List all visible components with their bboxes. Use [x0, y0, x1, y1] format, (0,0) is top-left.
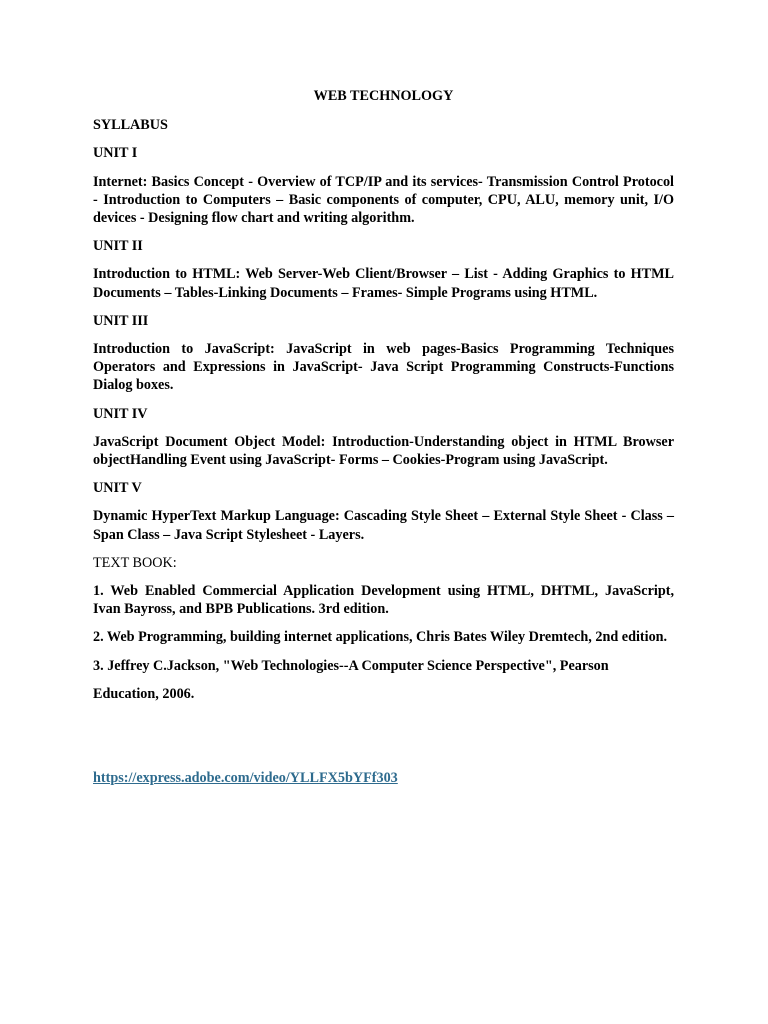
- unit-5-content: Dynamic HyperText Markup Language: Cascading Style Sheet – External Style Sheet - Class – Span Class – Java Script Stylesheet - Layers.: [93, 508, 674, 543]
- textbook-item-3-continued: Education, 2006.: [93, 685, 195, 702]
- unit-2-content: Introduction to HTML: Web Server-Web Client/Browser – List - Adding Graphics to HTML Documents – Tables-Linking Documents – Frames- Simple Programs using HTML.: [93, 266, 674, 301]
- unit-4-heading: UNIT IV: [93, 405, 148, 422]
- syllabus-heading: SYLLABUS: [93, 117, 168, 134]
- unit-3-heading: UNIT III: [93, 312, 149, 329]
- unit-4-content: JavaScript Document Object Model: Introduction-Understanding object in HTML Browser objectHandling Event using JavaScript- Forms – Cookies-Program using JavaScript.: [93, 433, 674, 469]
- link-block: [93, 769, 674, 787]
- unit-1-heading: UNIT I: [93, 145, 138, 162]
- unit-1-content: Internet: Basics Concept - Overview of TCP/IP and its services- Transmission Control Protocol - Introduction to Computers – Basic components of computer, CPU, ALU, memory unit, I/O devices - Designing flow chart and writing algorithm.: [93, 173, 674, 227]
- video-link[interactable]: https://express.adobe.com/video/YLLFX5bYFf303: [93, 770, 398, 787]
- document-page: [93, 87, 674, 787]
- unit-3-content: Introduction to JavaScript: JavaScript in web pages-Basics Programming Techniques Operators and Expressions in JavaScript- Java Script Programming Constructs-Functions Dialog boxes.: [93, 341, 674, 394]
- unit-5-heading: UNIT V: [93, 480, 142, 497]
- textbook-item-2: 2. Web Programming, building internet applications, Chris Bates Wiley Dremtech, 2nd edition.: [93, 629, 668, 646]
- textbook-heading: TEXT BOOK:: [93, 554, 177, 571]
- unit-2-heading: UNIT II: [93, 238, 143, 255]
- document-title: WEB TECHNOLOGY: [313, 88, 454, 104]
- textbook-item-1: 1. Web Enabled Commercial Application Development using HTML, DHTML, JavaScript, Ivan Bayross, and BPB Publications. 3rd edition.: [93, 583, 674, 618]
- textbook-item-3: 3. Jeffrey C.Jackson, "Web Technologies--A Computer Science Perspective", Pearson: [93, 657, 609, 674]
